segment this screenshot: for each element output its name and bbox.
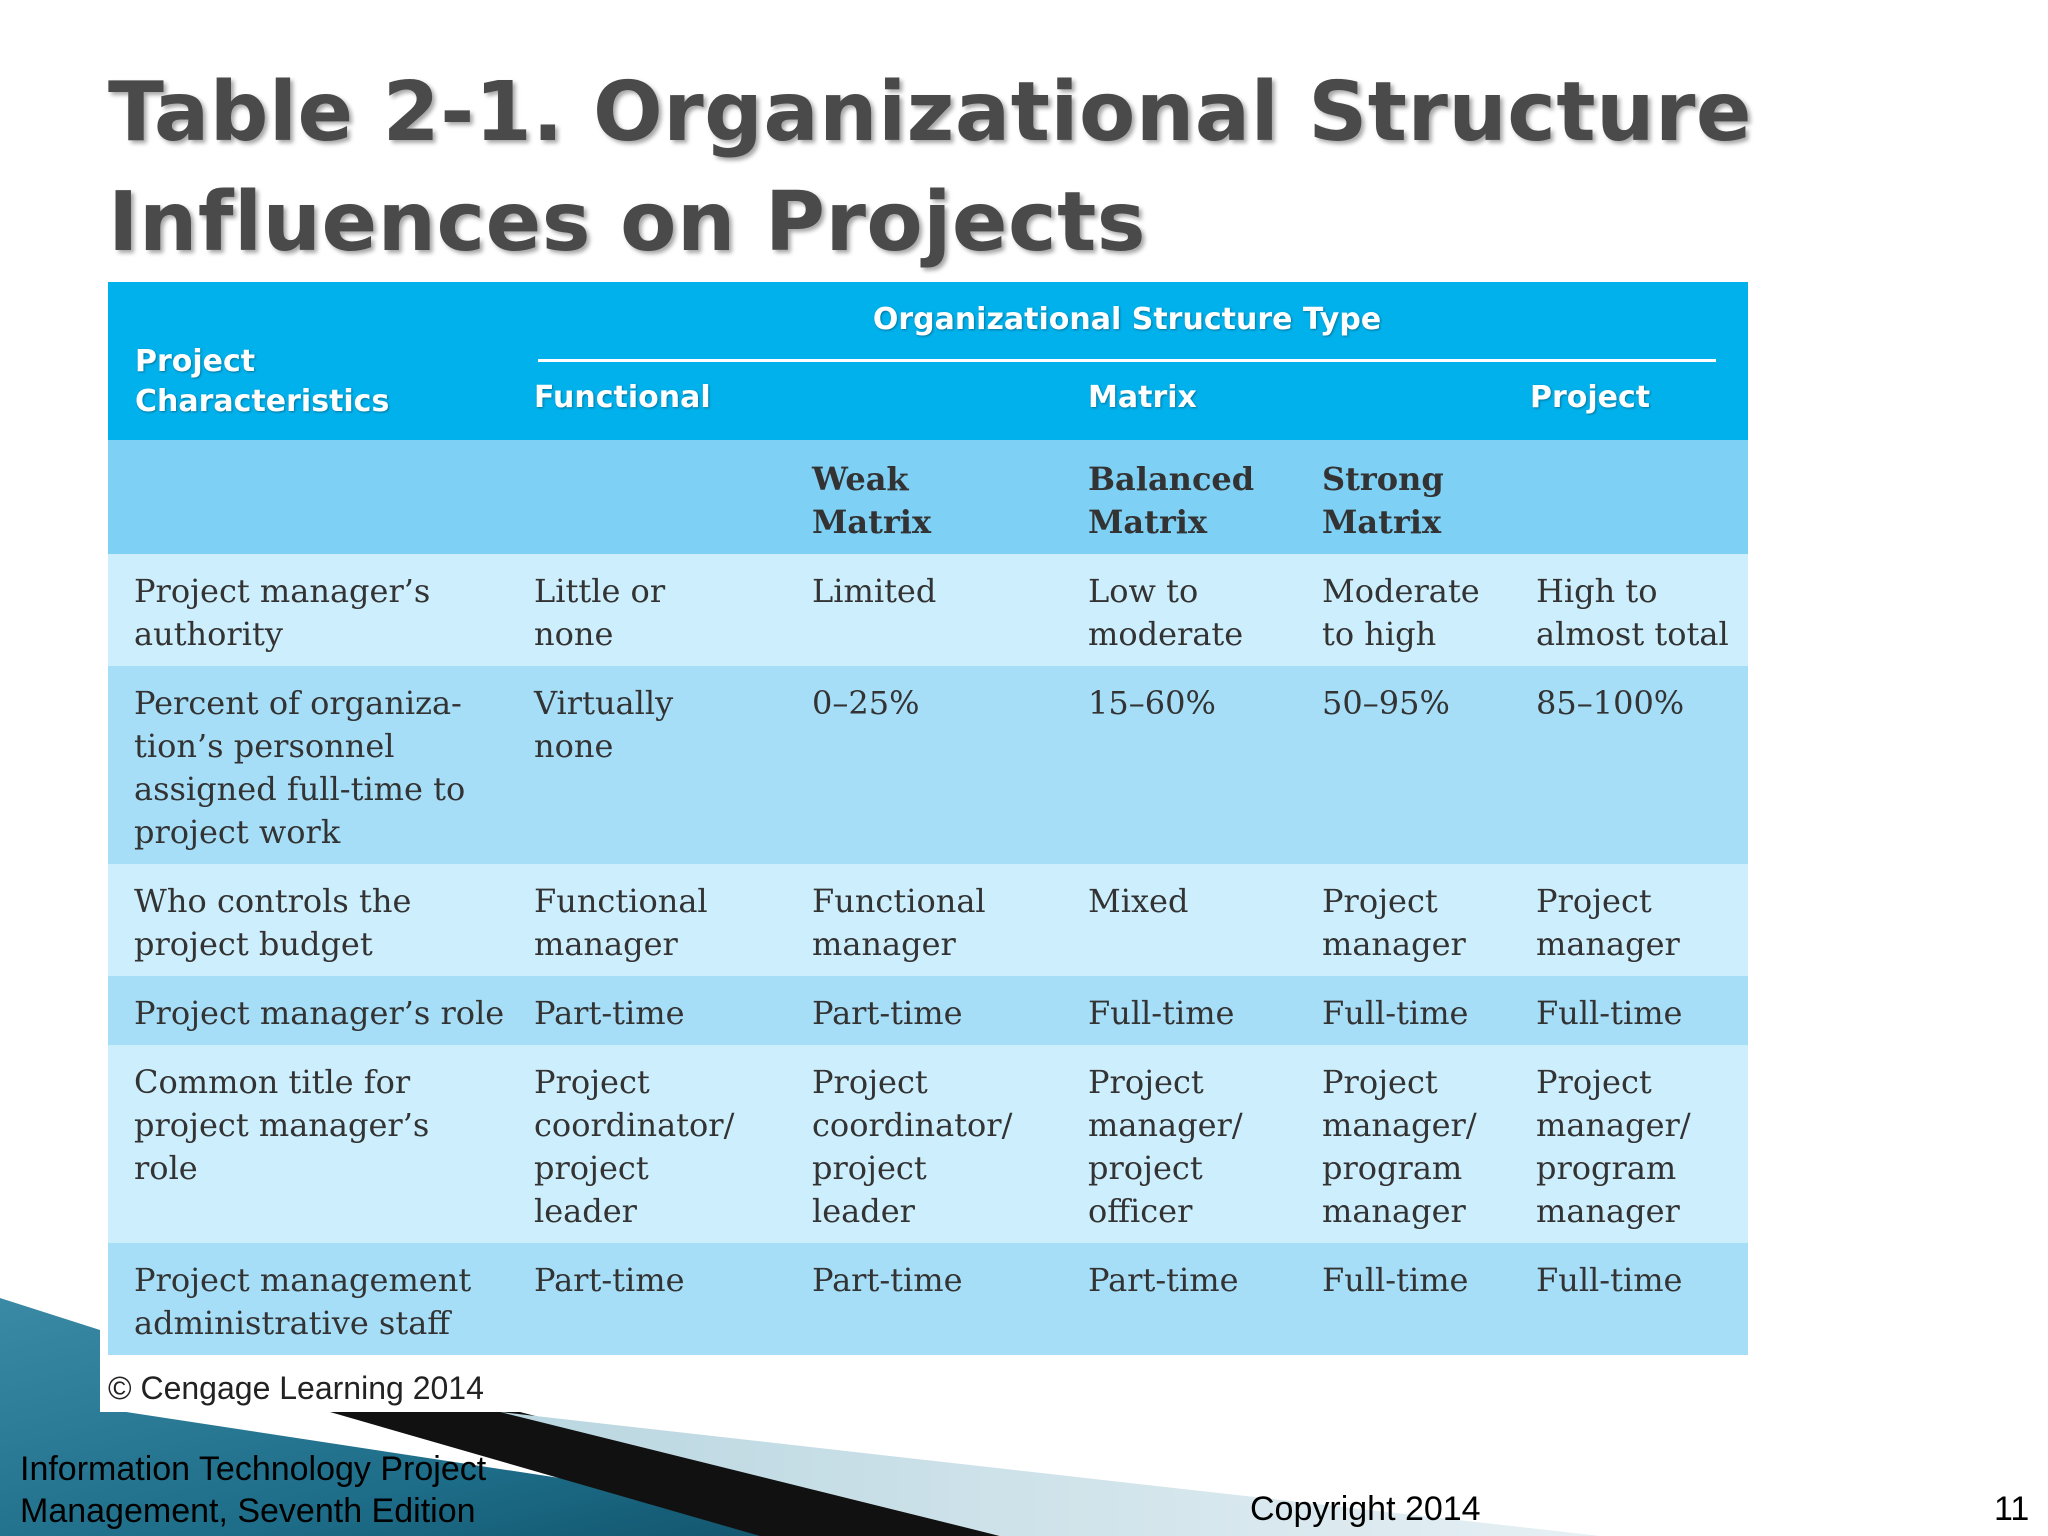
table-cell: Project coordinator/ project leader — [534, 1063, 735, 1230]
table-body — [108, 440, 1748, 1355]
table-cell: 50–95% — [1322, 684, 1450, 722]
table-cell: Project manager — [1322, 882, 1466, 963]
header-divider — [538, 359, 1716, 362]
table-cell: 85–100% — [1536, 684, 1685, 722]
page-number: 11 — [1994, 1490, 2030, 1528]
table-cell: Strong Matrix — [1322, 460, 1444, 541]
table-row — [108, 864, 1748, 976]
table-cell: Functional manager — [534, 882, 708, 963]
table-cell: Part-time — [812, 994, 963, 1032]
table-row — [108, 976, 1748, 1045]
table-cell: Little or none — [534, 572, 666, 653]
table-cell: Virtually none — [534, 684, 674, 765]
table-row — [108, 1243, 1748, 1355]
table-cell — [1536, 440, 1748, 554]
table-cell: Project manager’s role — [134, 994, 505, 1032]
table-cell: Project manager’s authority — [134, 572, 431, 653]
table-cell — [108, 440, 534, 554]
footer-book-title: Information Technology Project Management, Seventh Edition — [20, 1450, 487, 1530]
table-cell: Project coordinator/ project leader — [812, 1063, 1013, 1230]
table-cell: 0–25% — [812, 684, 920, 722]
table-cell: Project manager/ program manager — [1322, 1063, 1477, 1230]
table-cell: Low to moderate — [1088, 572, 1244, 653]
table-cell: Part-time — [534, 1261, 685, 1299]
table-row — [108, 1045, 1748, 1243]
table-cell: Weak Matrix — [812, 460, 932, 541]
table-cell: 15–60% — [1088, 684, 1216, 722]
table-cell: Part-time — [534, 994, 685, 1032]
table-subheader-row — [108, 440, 1748, 554]
header-matrix: Matrix — [1088, 380, 1197, 415]
table-cell: Full-time — [1322, 994, 1469, 1032]
header-project-characteristics: Project Characteristics — [135, 344, 390, 419]
table-cell: Moderate to high — [1322, 572, 1480, 653]
table-row — [108, 554, 1748, 666]
table-cell: Percent of organiza- tion’s personnel assigned full-time to project work — [134, 684, 466, 851]
table-cell: Full-time — [1536, 994, 1683, 1032]
table-cell: Project manager/ project officer — [1088, 1063, 1243, 1230]
table-cell: Full-time — [1088, 994, 1235, 1032]
table-cell: Project manager/ program manager — [1536, 1063, 1691, 1230]
table-cell: Functional manager — [812, 882, 986, 963]
table-cell: Part-time — [812, 1261, 963, 1299]
table-cell: Part-time — [1088, 1261, 1239, 1299]
org-structure-table — [108, 282, 1748, 1355]
table-credit: © Cengage Learning 2014 — [108, 1370, 484, 1406]
table-cell: Common title for project manager’s role — [134, 1063, 430, 1187]
table-cell: High to almost total — [1536, 572, 1729, 653]
table-cell: Full-time — [1322, 1261, 1469, 1299]
table-cell: Project manager — [1536, 882, 1680, 963]
header-project: Project — [1530, 380, 1651, 415]
table-cell — [534, 440, 812, 554]
table-cell: Full-time — [1536, 1261, 1683, 1299]
header-structure-type: Organizational Structure Type — [872, 302, 1382, 337]
table-header — [108, 282, 1748, 440]
footer-copyright: Copyright 2014 — [1250, 1490, 1481, 1528]
slide-title-line-1: Table 2-1. Organizational Structure — [108, 65, 1753, 160]
table-cell: Limited — [812, 572, 937, 610]
slide-title — [108, 58, 1752, 278]
table-row — [108, 666, 1748, 864]
header-functional: Functional — [534, 380, 711, 415]
table-cell: Mixed — [1088, 882, 1189, 920]
table-cell: Project management administrative staff — [134, 1261, 472, 1342]
table-cell: Balanced Matrix — [1088, 460, 1255, 541]
slide-title-line-2: Influences on Projects — [108, 175, 1147, 270]
table-cell: Who controls the project budget — [134, 882, 412, 963]
